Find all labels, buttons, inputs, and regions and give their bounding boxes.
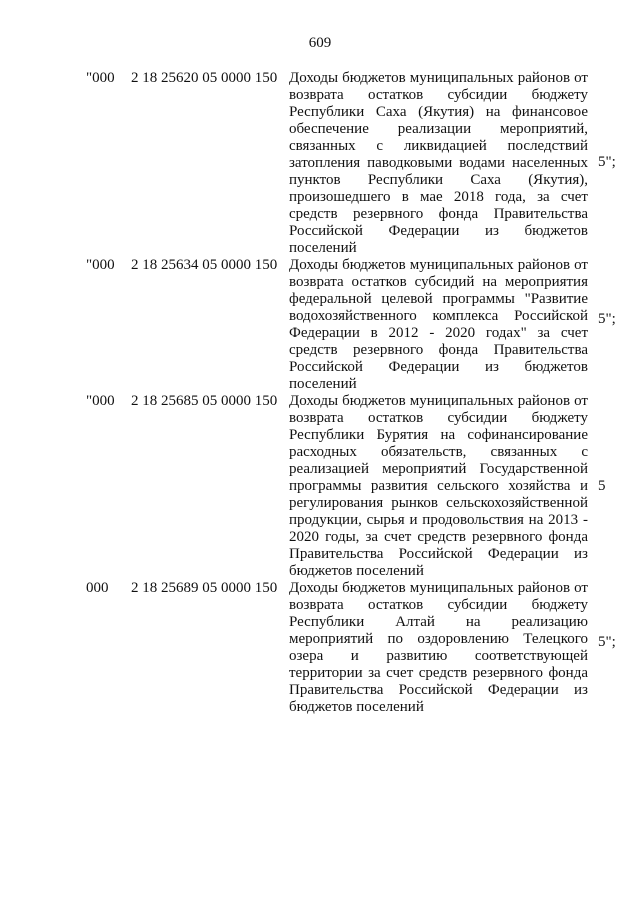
- kbk-code-cell: 2 18 25634 05 0000 150: [131, 257, 278, 273]
- table-row: [0, 70, 640, 257]
- admin-code-cell: 000: [86, 580, 109, 596]
- admin-code-cell: "000: [86, 393, 115, 409]
- income-table: [0, 70, 640, 716]
- value-cell: 5";: [598, 154, 616, 170]
- admin-code-cell: "000: [86, 257, 115, 273]
- table-row: [0, 257, 640, 393]
- page-number: 609: [308, 35, 332, 51]
- table-row: [0, 393, 640, 580]
- kbk-code-cell: 2 18 25689 05 0000 150: [131, 580, 278, 596]
- value-cell: 5";: [598, 311, 616, 327]
- description-cell: Доходы бюджетов муниципальных районов от возврата остатков субсидии бюджету Республики Бурятия на софинансирование расходных обязательств, связанных с реализацией мероприятий Государственной программы развития сельского хозяйства и регулирования рынков сельскохозяйственной продукции, сырья и продовольствия на 2013 - 2020 годы, за счет средств резервного фонда Правительства Российской Федерации из бюджетов поселений: [289, 393, 588, 579]
- value-cell: 5: [598, 478, 606, 494]
- kbk-code-cell: 2 18 25620 05 0000 150: [131, 70, 278, 86]
- kbk-code-cell: 2 18 25685 05 0000 150: [131, 393, 278, 409]
- description-cell: Доходы бюджетов муниципальных районов от возврата остатков субсидии бюджету Республики Алтай на реализацию мероприятий по оздоровлению Телецкого озера и развитию соответствующей территории за счет средств резервного фонда Правительства Российской Федерации из бюджетов поселений: [289, 580, 588, 715]
- value-cell: 5";: [598, 634, 616, 650]
- description-cell: Доходы бюджетов муниципальных районов от возврата остатков субсидии бюджету Республики Саха (Якутия) на финансовое обеспечение реализации мероприятий, связанных с ликвидацией последствий затопления паводковыми водами населенных пунктов Республики Саха (Якутия), произошедшего в мае 2018 года, за счет средств резервного фонда Правительства Российской Федерации из бюджетов поселений: [289, 70, 588, 256]
- admin-code-cell: "000: [86, 70, 115, 86]
- description-cell: Доходы бюджетов муниципальных районов от возврата остатков субсидий на мероприятия федеральной целевой программы "Развитие водохозяйственного комплекса Российской Федерации в 2012 - 2020 годах" за счет средств резервного фонда Правительства Российской Федерации из бюджетов поселений: [289, 257, 588, 392]
- table-row: [0, 580, 640, 716]
